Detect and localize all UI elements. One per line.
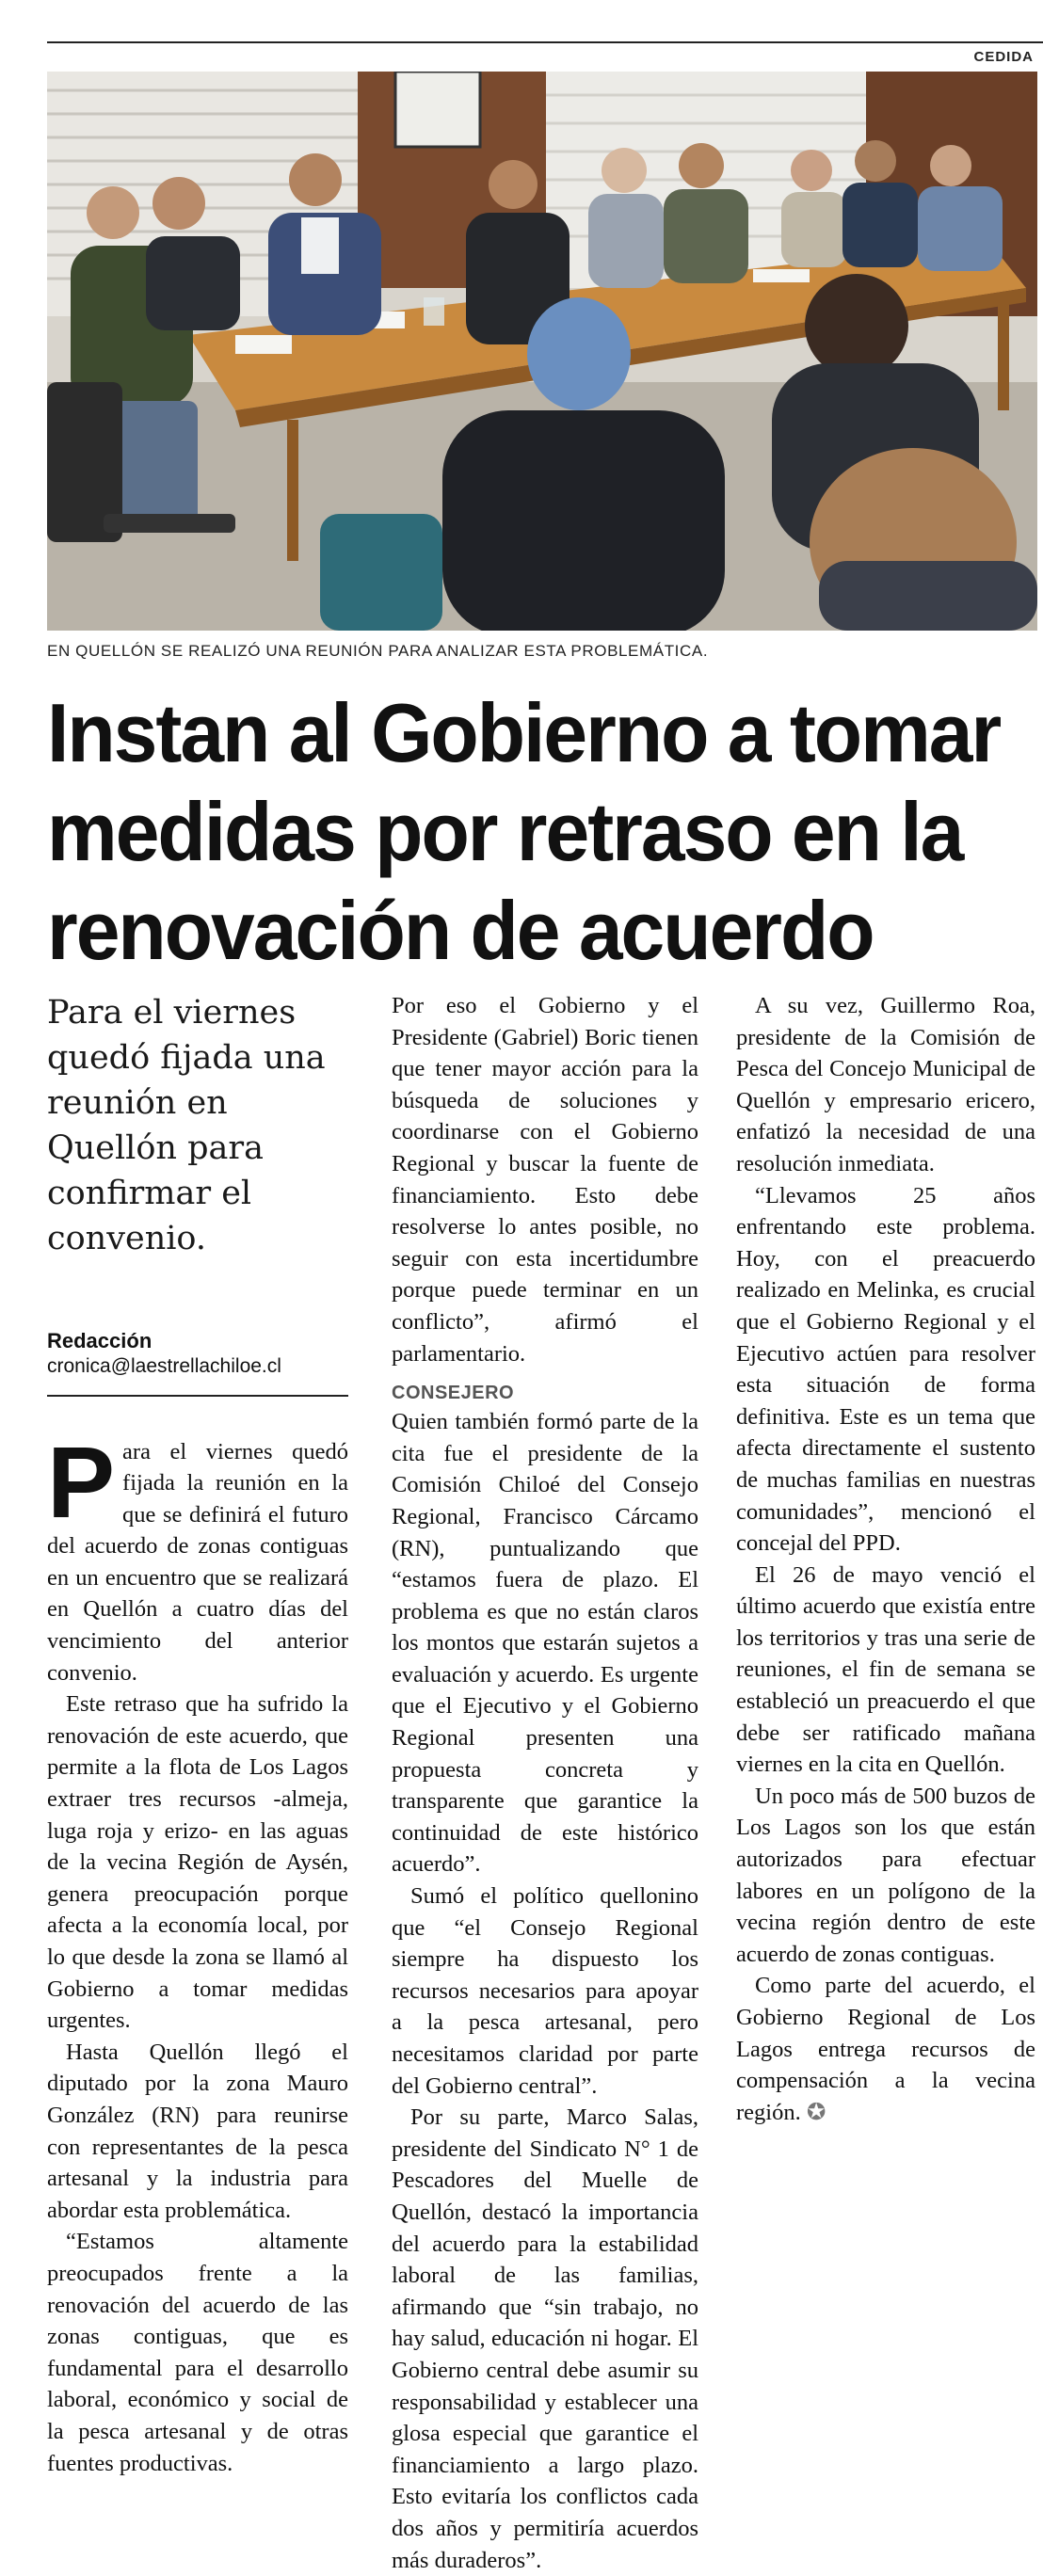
paragraph: Por eso el Gobierno y el Presidente (Gabriel) Boric tienen que tener mayor acción para la búsqueda de soluciones y coordinarse con el Gobierno Regional y buscar la fuente de financiamiento. Esto debe resolverse lo antes posible, no seguir con esta incertidumbre porque puede terminar en un conflicto”, afirmó el parlamentario. [392, 993, 698, 1367]
end-mark-icon: ✪ [806, 2099, 826, 2125]
byline-email[interactable]: cronica@laestrellachiloe.cl [47, 1355, 281, 1377]
photo-credit: CEDIDA [973, 49, 1034, 65]
paragraph: Un poco más de 500 buzos de Los Lagos son los que están autorizados para efectuar labores en un polígono de la vecina región dentro de este acuerdo de zonas contiguas. [736, 1783, 1035, 1967]
paragraph: “Estamos altamente preocupados frente a la renovación del acuerdo de las zonas contiguas, que es fundamental para el desarrollo laboral, económico y social de la pesca artesanal y de otras fuentes productivas. [47, 2229, 348, 2476]
column-2 [392, 990, 698, 2576]
paragraph: Como parte del acuerdo, el Gobierno Regional de Los Lagos entrega recursos de compensación a la vecina región. ✪ [736, 1973, 1035, 2125]
article-body [47, 990, 1037, 2573]
column-3 [736, 990, 1035, 2128]
byline-author: Redacción [47, 1329, 152, 1352]
paragraph: Este retraso que ha sufrido la renovación de este acuerdo, que permite a la flota de Los Lagos extraer tres recursos -almeja, luga roja y erizo- en las aguas de la vecina Región de Aysén, genera preocupación porque afecta a la economía local, por lo que desde la zona se llamó al Gobierno a tomar medidas urgentes. [47, 1691, 348, 2034]
paragraph: Sumó el político quellonino que “el Consejo Regional siempre ha dispuesto los recursos necesarios para apoyar a la pesca artesanal, pero necesitamos claridad por parte del Gobierno central”. [392, 1883, 698, 2099]
paragraph: Para el viernes quedó fijada la reunión en la que se definirá el futuro del acuerdo de zonas contiguas en un encuentro que se realizará en Quellón a cuatro días del vencimiento del anterior convenio. [47, 1424, 348, 1686]
paragraph: Quien también formó parte de la cita fue el presidente de la Comisión Chiloé del Consejo Regional, Francisco Cárcamo (RN), puntualizando que “estamos fuera de plazo. El problema es que no están claros los montos que estarán sujetos a evaluación y acuerdo. Es urgente que el Ejecutivo y el Gobierno Regional presenten una propuesta concreta y transparente que garantice la continuidad de este histórico acuerdo”. [392, 1409, 698, 1878]
subheading: CONSEJERO [392, 1383, 515, 1404]
byline-rule [47, 1395, 348, 1397]
top-rule [47, 41, 1043, 43]
meeting-photo [47, 72, 1037, 631]
paragraph: El 26 de mayo venció el último acuerdo que existía entre los territorios y tras una serie de reuniones, el fin de semana se estableció un preacuerdo el que debe ser ratificado mañana viernes en la cita en Quellón. [736, 1561, 1035, 1778]
paragraph: Hasta Quellón llegó el diputado por la zona Mauro González (RN) para reunirse con representantes de la pesca artesanal y la industria para abordar esta problemática. [47, 2039, 348, 2223]
paragraph: A su vez, Guillermo Roa, presidente de la Comisión de Pesca del Concejo Municipal de Quellón y empresario ericero, enfatizó la necesidad de una resolución inmediata. [736, 993, 1035, 1176]
column-1 [47, 990, 348, 2479]
lead-text: Para el viernes quedó fijada una reunión en Quellón para confirmar el convenio. [47, 994, 326, 1257]
paragraph: “Llevamos 25 años enfrentando este problema. Hoy, con el preacuerdo realizado en Melinka, es crucial que el Gobierno Regional y el Ejecutivo actúen para resolver esta situación de forma definitiva. Este es un tema que afecta directamente el sustento de muchas familias en nuestras comunidades”, mencionó el concejal del PPD. [736, 1182, 1035, 1557]
paragraph: Por su parte, Marco Salas, presidente del Sindicato N° 1 de Pescadores del Muelle de Quellón, destacó la importancia del acuerdo para la estabilidad laboral de las familias, afirmando que “sin trabajo, no hay salud, educación ni hogar. El Gobierno central debe asumir su responsabilidad y establecer una glosa especial que garantice el financiamiento a largo plazo. Esto evitaría los conflictos cada dos años y permitiría acuerdos más duraderos”. [392, 2104, 698, 2573]
photo-caption: EN QUELLÓN SE REALIZÓ UNA REUNIÓN PARA ANALIZAR ESTA PROBLEMÁTICA. [47, 642, 709, 660]
dropcap: P [47, 1424, 116, 1539]
headline: Instan al Gobierno a tomar medidas por retraso en la renovación de acuerdo [47, 686, 1001, 977]
